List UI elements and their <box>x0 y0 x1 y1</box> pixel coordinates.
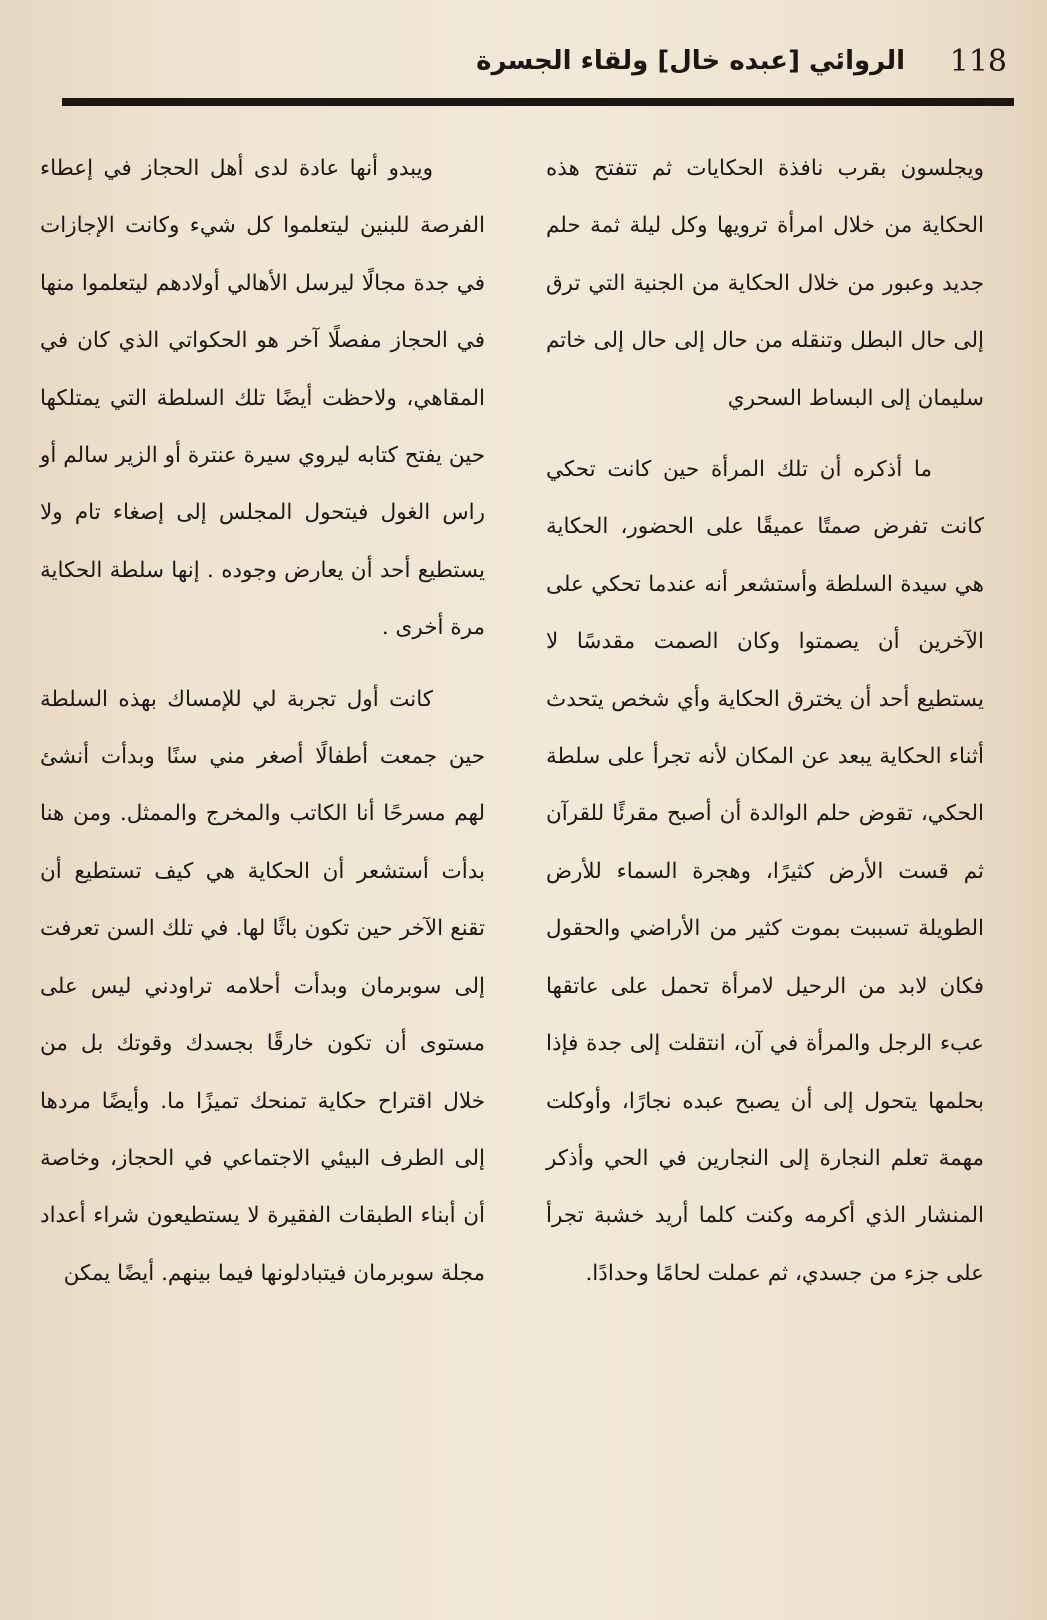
header-rule <box>62 98 1014 106</box>
paragraph: ويجلسون بقرب نافذة الحكايات ثم تتفتح هذه الحكاية من خلال امرأة ترويها وكل ليلة ثمة حلم جديد وعبور من خلال الحكاية من الجنية التي ترق إلى حال البطل وتنقله من حال إلى حال إلى خاتم سليمان إلى البساط السحري <box>546 156 984 411</box>
left-column <box>40 140 485 1302</box>
paragraph: كانت أول تجربة لي للإمساك بهذه السلطة حين جمعت أطفالًا أصغر مني سنًا وبدأت أنشئ لهم مسرحًا أنا الكاتب والمخرج والممثل. ومن هنا بدأت أستشعر أن الحكاية هي كيف تستطيع أن تقنع الآخر حين تكون باثًا لها. في تلك السن تعرفت إلى سوبرمان وبدأت أحلامه تراودني ليس على مستوى أن تكون خارقًا بجسدك وقوتك بل من خلال اقتراح حكاية تمنحك تميزًا ما. وأيضًا مردها إلى الطرف البيئي الاجتماعي في الحجاز، وخاصة أن أبناء الطبقات الفقيرة لا يستطيعون شراء أعداد مجلة سوبرمان فيتبادلونها فيما بينهم. أيضًا يمكن <box>40 686 485 1286</box>
page-header <box>60 38 1015 94</box>
paragraph: ما أذكره أن تلك المرأة حين كانت تحكي كانت تفرض صمتًا عميقًا على الحضور، الحكاية هي سيدة السلطة وأستشعر أنه عندما تحكي على الآخرين أن يصمتوا وكان الصمت مقدسًا لا يستطيع أحد أن يخترق الحكاية وأي شخص يتحدث أثناء الحكاية يبعد عن المكان لأنه تجرأ على سلطة الحكي، تقوض حلم الوالدة أن أصبح مقرئًا للقرآن ثم قست الأرض كثيرًا، وهجرة السماء للأرض الطويلة تسببت بموت كثير من الأراضي والحقول فكان لابد من الرحيل لامرأة تحمل على عاتقها عبء الرجل والمرأة في آن، انتقلت إلى جدة فإذا بحلمها يتحول إلى أن يصبح عبده نجارًا، وأوكلت مهمة تعلم النجارة إلى النجارين في الحي وأذكر المنشار الذي أكرمه وكنت كلما أريد خشبة تجرأ على جزء من جسدي، ثم عملت لحامًا وحدادًا. <box>546 457 984 1286</box>
page-number: 118 <box>949 44 1007 79</box>
running-title: الروائي [عبده خال] ولقاء الجسرة <box>476 46 905 76</box>
paragraph: ويبدو أنها عادة لدى أهل الحجاز في إعطاء الفرصة للبنين ليتعلموا كل شيء وكانت الإجازات في جدة مجالًا ليرسل الأهالي أولادهم ليتعلموا منها في الحجاز مفصلًا آخر هو الحكواتي الذي كان في المقاهي، ولاحظت أيضًا تلك السلطة التي يمتلكها حين يفتح كتابه ليروي سيرة عنترة أو الزير سالم أو راس الغول فيتحول المجلس إلى إصغاء تام ولا يستطيع أحد أن يعارض وجوده . إنها سلطة الحكاية مرة أخرى . <box>40 156 485 641</box>
right-column <box>546 140 984 1302</box>
